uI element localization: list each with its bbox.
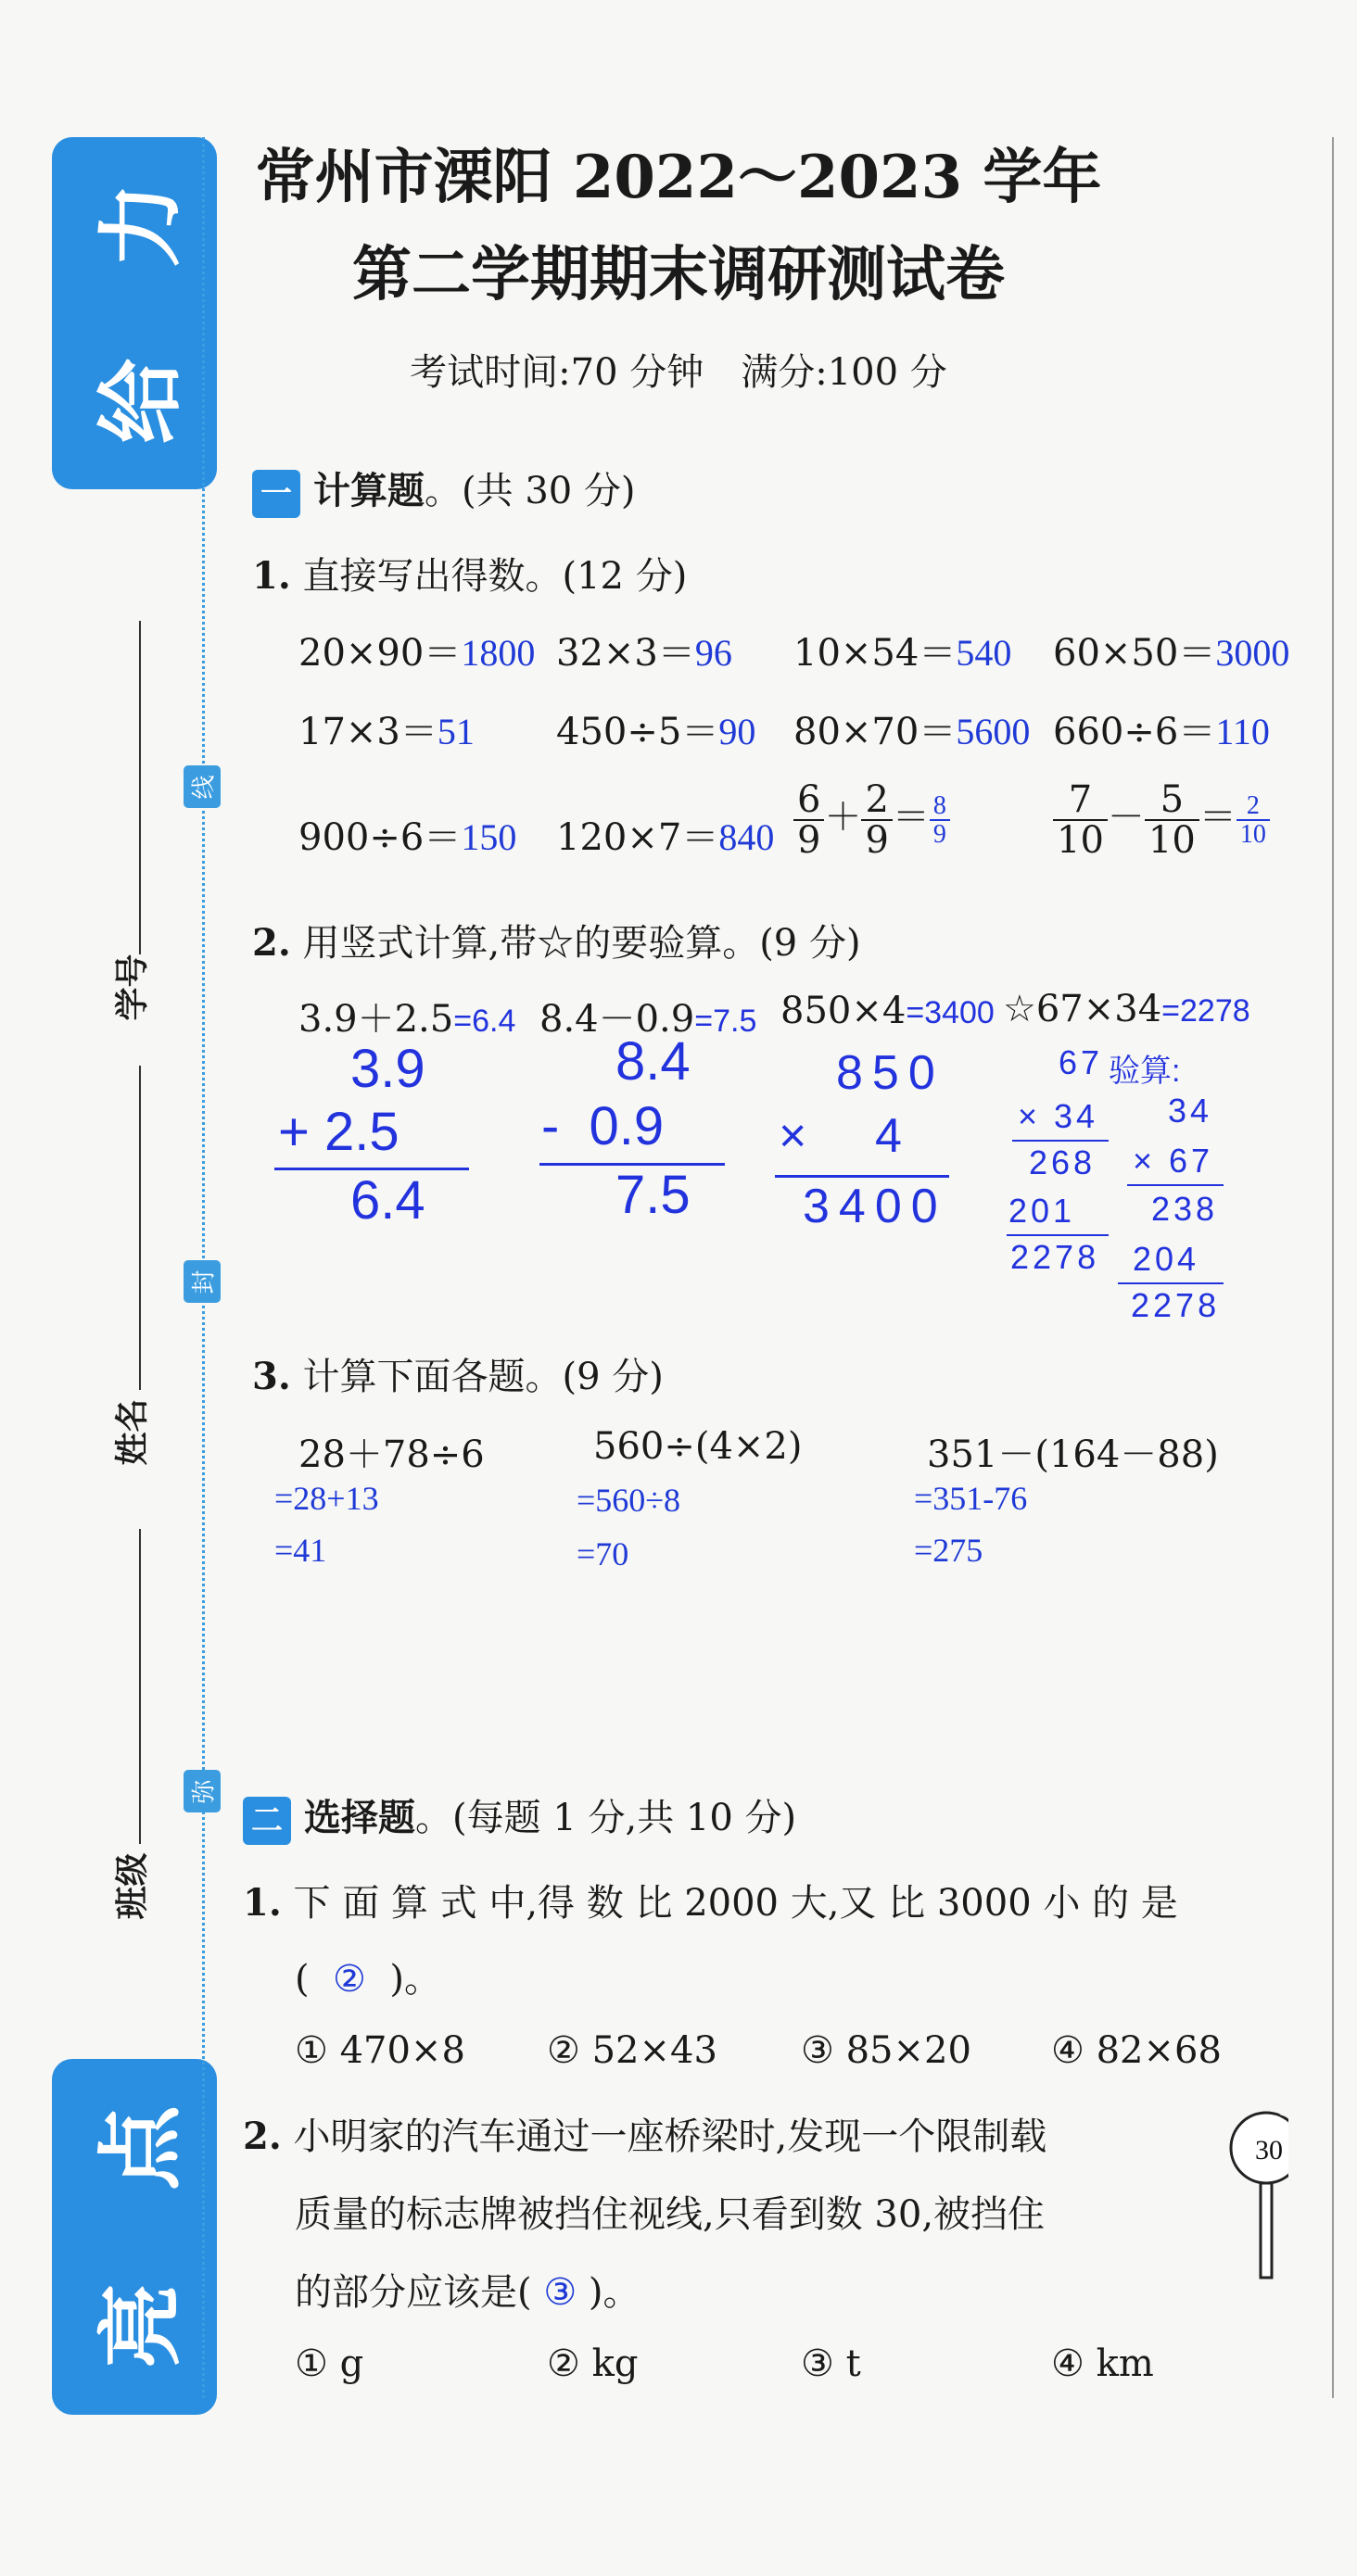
q1-3-expr: 28＋78÷6 — [298, 1433, 485, 1476]
q2-2-option-4: ④ km — [1051, 2342, 1154, 2385]
q1-3-step: =560÷8 — [577, 1482, 681, 1519]
q2-2-option-1: ① g — [295, 2342, 364, 2385]
work-a-2: + 2.5 — [278, 1102, 399, 1162]
answer: =6.4 — [453, 1004, 516, 1039]
section-2-note: 。(每题 1 分,共 10 分) — [415, 1797, 797, 1839]
margin-tab-bottom-char-0: 亮 — [91, 2282, 191, 2369]
answer: 840 — [718, 816, 775, 858]
q1-1-item: 32×3＝96 — [556, 632, 732, 675]
answer: 2 — [1237, 792, 1270, 821]
work-c-4: 3400 — [803, 1180, 947, 1233]
name-line-top — [139, 1066, 141, 1390]
answer: ③ — [543, 2271, 577, 2313]
q1-1-item: 80×70＝5600 — [793, 711, 1031, 753]
q1-3-expr: 351－(164－88) — [927, 1433, 1219, 1476]
right-border-line — [1332, 137, 1334, 2398]
answer: =2278 — [1161, 993, 1250, 1029]
q2-2-option-3: ③ t — [801, 2342, 861, 2385]
title-line-2: 第二学期期末调研测试卷 — [352, 240, 1005, 309]
q2-2-stem-line-1: 2. 小明家的汽车通过一座桥梁时,发现一个限制载 — [243, 2115, 1047, 2158]
q2-2-stem-line-2: 质量的标志牌被挡住视线,只看到数 30,被挡住 — [295, 2193, 1046, 2236]
margin-tab-top-char-1: 力 — [91, 182, 191, 269]
margin-tab-top-char-0: 给 — [91, 358, 191, 445]
q2-1-option-3: ③ 85×20 — [801, 2029, 971, 2072]
q2-1-option-1: ① 470×8 — [295, 2029, 465, 2072]
margin-tab-bottom-char-1: 点 — [91, 2104, 191, 2191]
class-label: 班级 — [113, 1852, 152, 1920]
answer: 540 — [956, 632, 1012, 674]
q1-1-item: 10×54＝540 — [793, 632, 1012, 675]
q2-1-blank: ( ② )。 — [295, 1958, 441, 2001]
work-e-line-2 — [1118, 1282, 1224, 1284]
work-d-1: 67 — [1059, 1043, 1104, 1081]
section-1-note: 。(共 30 分) — [425, 470, 636, 512]
q1-1-item: 120×7＝840 — [556, 816, 775, 859]
work-c-2: × — [779, 1109, 807, 1163]
answer: 110 — [1215, 711, 1270, 752]
q1-1-item: 17×3＝51 — [298, 711, 475, 753]
work-a-3: 6.4 — [350, 1170, 425, 1231]
section-2-header — [243, 1788, 796, 1845]
q2-2-stem-line-3: 的部分应该是( ③ )。 — [295, 2271, 640, 2314]
q1-1-item: 60×50＝3000 — [1053, 632, 1290, 675]
work-a-1: 3.9 — [350, 1039, 425, 1099]
q1-1-fraction-item: $\frac{7}{10}$ － $\frac{5}{10}$ ＝ $\frac{2}{10}$ — [1053, 780, 1270, 860]
q1-1-item: 900÷6＝150 — [298, 816, 517, 859]
work-e-4: 204 — [1133, 1240, 1200, 1278]
section-2-number: 二 — [243, 1797, 291, 1845]
q1-1-item: 20×90＝1800 — [298, 632, 536, 675]
work-e-line-1 — [1127, 1184, 1224, 1186]
q1-2-item: 8.4－0.9=7.5 — [539, 998, 757, 1041]
q1-2-item: 3.9＋2.5=6.4 — [298, 998, 516, 1041]
q1-1-fraction-item: $\frac{6}{9}$ ＋ $\frac{2}{9}$ ＝ $\frac{8}{9}$ — [793, 780, 950, 860]
check-label: 验算: — [1109, 1054, 1181, 1089]
q1-1-item: 450÷5＝90 — [556, 711, 756, 753]
work-b-1: 8.4 — [615, 1031, 691, 1092]
section-1-header — [252, 461, 636, 518]
section-2-title: 选择题 — [304, 1797, 415, 1839]
q2-1-option-2: ② 52×43 — [547, 2029, 717, 2072]
work-d-line-2 — [1007, 1234, 1109, 1236]
work-c-1: 850 — [836, 1046, 945, 1100]
seal-xian: 线 — [184, 765, 221, 808]
q1-3-step: =275 — [914, 1532, 983, 1569]
work-d-3: 268 — [1029, 1143, 1097, 1181]
q1-3-step: =28+13 — [274, 1480, 379, 1517]
section-1-title: 计算题 — [313, 470, 425, 512]
q1-3-expr: 560÷(4×2) — [593, 1425, 803, 1468]
work-c-3: 4 — [875, 1109, 902, 1163]
answer: =3400 — [906, 995, 995, 1030]
name-label: 姓名 — [113, 1398, 152, 1466]
work-e-3: 238 — [1151, 1190, 1219, 1228]
sign-number: 30 — [1255, 2135, 1283, 2166]
work-d-2: × 34 — [1018, 1097, 1099, 1135]
answer: 1800 — [461, 632, 536, 674]
answer: 96 — [694, 632, 732, 674]
weight-limit-sign-icon — [1224, 2102, 1316, 2287]
work-c-line — [775, 1175, 949, 1178]
q1-3-step: =41 — [274, 1532, 327, 1569]
section-1-number: 一 — [252, 470, 300, 518]
work-d-5: 2278 — [1010, 1238, 1100, 1276]
q1-1-item: 660÷6＝110 — [1053, 711, 1270, 753]
answer: 51 — [437, 711, 475, 752]
student-id-label: 学号 — [113, 953, 152, 1021]
q1-2-item: 850×4=3400 — [780, 990, 995, 1032]
answer: 150 — [461, 816, 517, 858]
q1-3-stem: 3. 计算下面各题。(9 分) — [252, 1355, 664, 1398]
exam-info: 考试时间:70 分钟 满分:100 分 — [410, 351, 947, 394]
work-e-2: × 67 — [1133, 1142, 1214, 1180]
q1-2-item: ☆67×34=2278 — [1003, 988, 1250, 1030]
q2-1-stem: 1. 下 面 算 式 中,得 数 比 2000 大,又 比 3000 小 的 是 — [243, 1881, 1178, 1925]
answer: 3000 — [1215, 632, 1290, 674]
work-d-4: 201 — [1008, 1192, 1076, 1230]
answer: 5600 — [956, 711, 1031, 752]
answer: 8 — [930, 792, 950, 821]
q1-1-stem: 1. 直接写出得数。(12 分) — [252, 554, 688, 598]
name-line — [139, 1529, 141, 1844]
q1-2-stem: 2. 用竖式计算,带☆的要验算。(9 分) — [252, 921, 861, 965]
work-e-1: 34 — [1168, 1092, 1213, 1130]
title-line-1: 常州市溧阳 2022～2023 学年 — [255, 143, 1102, 212]
answer: 90 — [718, 711, 756, 752]
work-b-2: - 0.9 — [541, 1096, 665, 1156]
answer: ② — [333, 1958, 366, 2000]
q2-1-option-4: ④ 82×68 — [1051, 2029, 1222, 2072]
margin-tab-bottom — [52, 2059, 217, 2415]
student-id-line — [139, 621, 141, 954]
work-d-line-1 — [1012, 1140, 1109, 1142]
work-b-3: 7.5 — [615, 1165, 691, 1225]
q1-3-step: =351-76 — [914, 1480, 1028, 1517]
seal-mi: 弥 — [184, 1770, 221, 1812]
answer: =7.5 — [694, 1004, 757, 1039]
seal-feng: 封 — [184, 1260, 221, 1303]
work-e-5: 2278 — [1131, 1286, 1221, 1324]
q1-3-step: =70 — [577, 1535, 629, 1572]
q2-2-option-2: ② kg — [547, 2342, 639, 2385]
